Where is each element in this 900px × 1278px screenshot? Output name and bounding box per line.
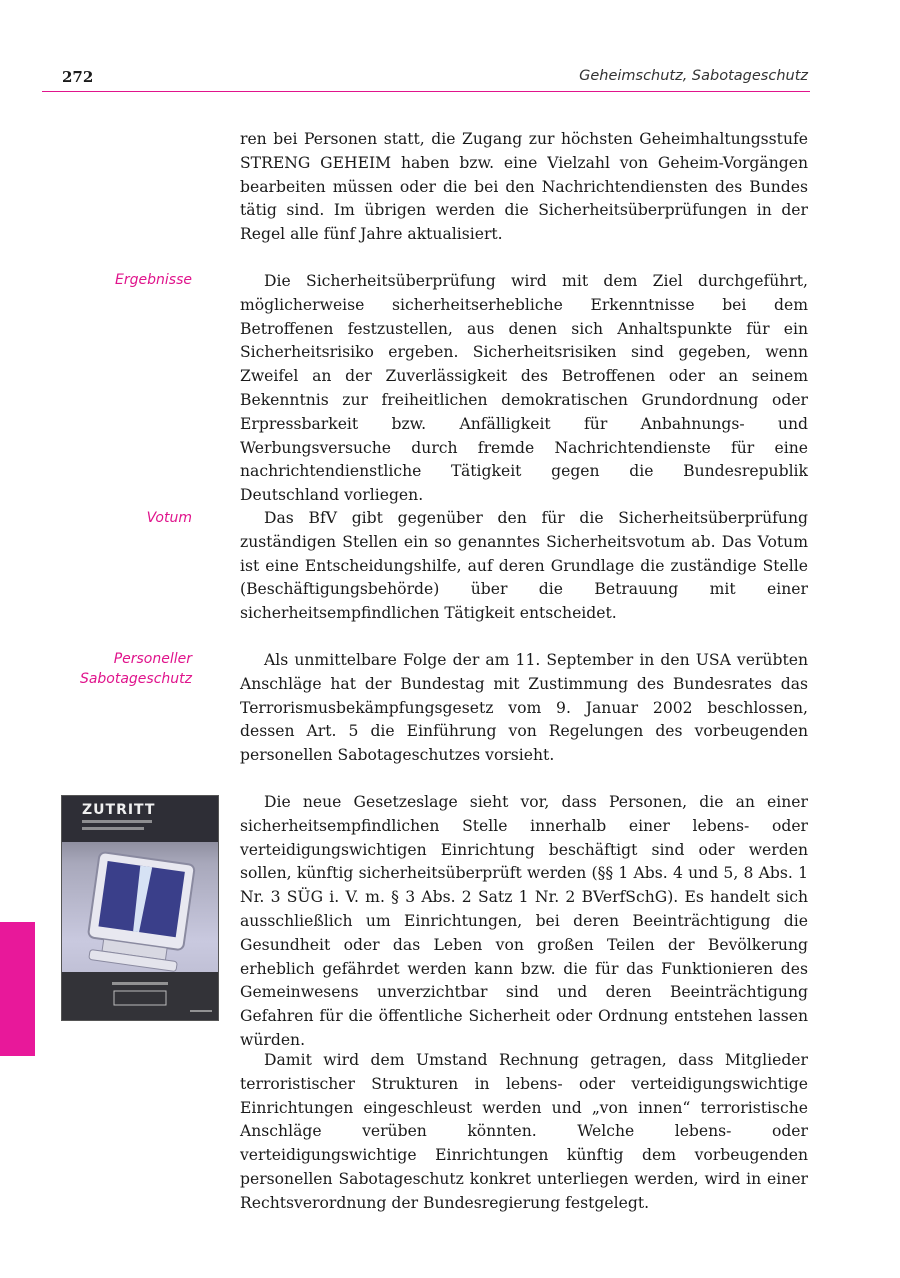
margin-note-line: Personeller [113,651,192,667]
paragraph-2: Die Sicherheitsüberprüfung wird mit dem Ziel durchgeführt, möglicherweise sicherheitserhebliche Erkenntnisse bei dem Betroffenen festzustellen, aus denen sich Anhaltspunkte für ein Sicherheitsrisiko ergeben. Sicherheitsrisiken sind gegeben, wenn Zweifel an der Zuverlässigkeit des Betroffenen oder an seinem Bekenntnis zur freiheitlichen demokratischen Grundordnung oder Erpressbarkeit bzw. Anfälligkeit für Anbahnungs- und Werbungsversuche durch fremde Nachrichtendienste für eine nachrichtendienstliche Tätigkeit gegen die Bundesrepublik Deutschland vorliegen. [240,272,808,505]
margin-note-votum: Votum [146,510,192,526]
paragraph-4: Als unmittelbare Folge der am 11. September in den USA verübten Anschläge hat der Bundestag mit Zustimmung des Bundesrates das Terrorismusbekämpfungsgesetz vom 9. Januar 2002 beschlossen, dessen Art. 5 die Einführung von Regelungen des vorbeugenden personellen Sabotageschutzes vorsieht. [240,651,808,765]
margin-note-line: Sabotageschutz [79,671,192,687]
cover-subtitle-line [82,820,152,823]
monitor-illustration [85,852,195,972]
paragraph-6: Damit wird dem Umstand Rechnung getragen, dass Mitglieder terroristischer Strukturen in lebens- oder verteidigungswichtige Einrichtungen eingeschleust werden und „von innen“ terroristische Anschläge verüben könnten. Welche lebens- oder verteidigungswichtige Einrichtungen künftig dem vorbeugenden personellen Sabotageschutz konkret unterliegen werden, wird in einer Rechtsverordnung der Bundesregierung festgelegt. [240,1051,808,1212]
margin-note-ergebnisse: Ergebnisse [115,272,192,288]
brochure-figure [61,795,219,1021]
paragraph-1: ren bei Personen statt, die Zugang zur höchsten Geheimhaltungsstufe STRENG GEHEIM haben bzw. eine Vielzahl von Geheim-Vorgängen bearbeiten müssen oder die bei den Nachrichtendiensten des Bundes tätig sind. Im übrigen werden die Sicherheitsüberprüfungen in der Regel alle fünf Jahre aktualisiert. [240,130,808,244]
brochure-cover-image [62,796,218,1020]
cover-title: ZUTRITT [82,802,156,818]
header-rule [42,91,810,92]
cover-mark [190,1010,212,1012]
page-number: 272 [62,68,94,86]
cover-footer-line [112,982,168,985]
chapter-side-tab [0,922,35,1056]
paragraph-3: Das BfV gibt gegenüber den für die Sicherheitsüberprüfung zuständigen Stellen ein so genanntes Sicherheitsvotum ab. Das Votum ist eine Entscheidungshilfe, auf deren Grundlage die zuständige Stelle (Beschäftigungsbehörde) über die Betrauung mit einer sicherheitsempfindlichen Tätigkeit entscheidet. [240,509,808,623]
cover-subtitle-line [82,827,144,830]
cover-footer-band [62,972,218,1020]
paragraph-5: Die neue Gesetzeslage sieht vor, dass Personen, die an einer sicherheitsempfindlichen Stelle innerhalb einer lebens- oder verteidigungswichtigen Einrichtung beschäftigt sind oder werden sollen, künftig sicherheitsüberprüft werden (§§ 1 Abs. 4 und 5, 8 Abs. 1 Nr. 3 SÜG i. V. m. § 3 Abs. 2 Satz 1 Nr. 2 BVerfSchG). Es handelt sich ausschließlich um Einrichtungen, bei deren Beeinträchtigung die Gesundheit oder das Leben von großen Teilen der Bevölkerung erheblich gefährdet werden kann bzw. die für das Funktionieren des Gemeinwesens unverzichtbar sind und deren Beeinträchtigung Gefahren für die öffentliche Sicherheit oder Ordnung entstehen lassen würden. [240,793,808,1049]
running-head: Geheimschutz, Sabotageschutz [579,68,808,84]
margin-note-personeller-sabotageschutz [47,649,192,689]
